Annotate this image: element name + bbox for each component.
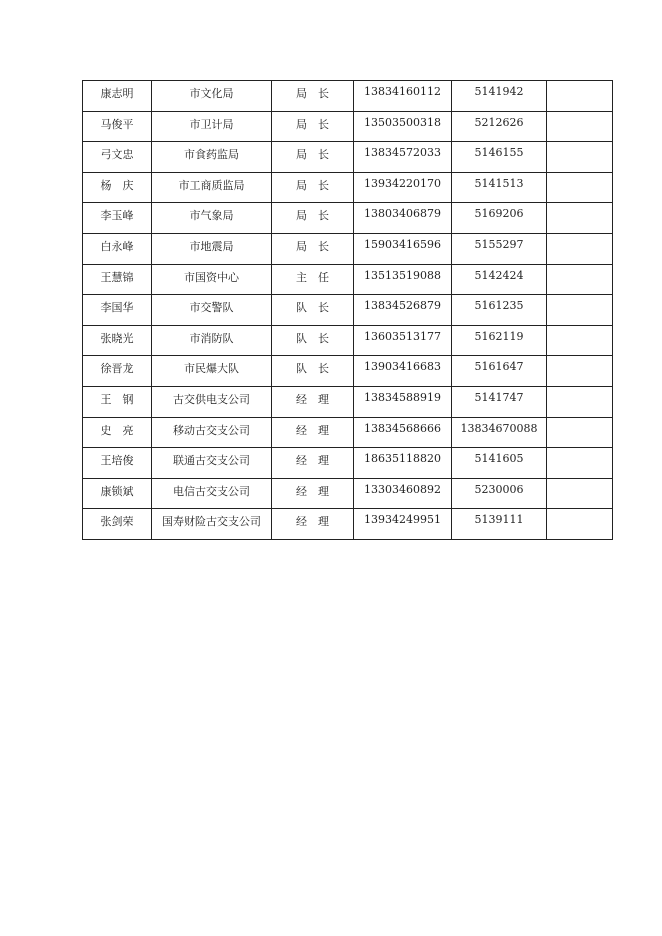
job-title-cell: 局 长 (272, 142, 354, 173)
job-title-cell: 局 长 (272, 111, 354, 142)
office-phone-cell: 5161235 (452, 295, 547, 326)
office-phone-cell: 5141513 (452, 172, 547, 203)
person-name-cell: 弓文忠 (83, 142, 152, 173)
table-row (83, 325, 613, 356)
extra-cell (547, 386, 613, 417)
unit-cell: 市民爆大队 (152, 356, 272, 387)
unit-cell: 市卫计局 (152, 111, 272, 142)
extra-cell (547, 81, 613, 112)
unit-cell: 国寿财险古交支公司 (152, 509, 272, 540)
table-row (83, 172, 613, 203)
job-title-cell: 队 长 (272, 325, 354, 356)
office-phone-cell: 5141747 (452, 386, 547, 417)
table-row (83, 417, 613, 448)
person-name-cell: 马俊平 (83, 111, 152, 142)
job-title-cell: 局 长 (272, 172, 354, 203)
office-phone-cell: 5155297 (452, 233, 547, 264)
unit-cell: 市工商质监局 (152, 172, 272, 203)
office-phone-cell: 5141605 (452, 448, 547, 479)
unit-cell: 市交警队 (152, 295, 272, 326)
job-title-cell: 经 理 (272, 448, 354, 479)
extra-cell (547, 172, 613, 203)
unit-cell: 电信古交支公司 (152, 478, 272, 509)
person-name-cell: 王培俊 (83, 448, 152, 479)
table-row (83, 142, 613, 173)
unit-cell: 市文化局 (152, 81, 272, 112)
unit-cell: 移动古交支公司 (152, 417, 272, 448)
person-name-cell: 康志明 (83, 81, 152, 112)
office-phone-cell: 5161647 (452, 356, 547, 387)
mobile-phone-cell: 13803406879 (354, 203, 452, 234)
person-name-cell: 李国华 (83, 295, 152, 326)
office-phone-cell: 5141942 (452, 81, 547, 112)
mobile-phone-cell: 13834526879 (354, 295, 452, 326)
office-phone-cell: 5212626 (452, 111, 547, 142)
mobile-phone-cell: 13903416683 (354, 356, 452, 387)
table-row (83, 111, 613, 142)
mobile-phone-cell: 13934249951 (354, 509, 452, 540)
unit-cell: 市地震局 (152, 233, 272, 264)
person-name-cell: 李玉峰 (83, 203, 152, 234)
person-name-cell: 康锁斌 (83, 478, 152, 509)
contact-table (82, 80, 613, 540)
extra-cell (547, 417, 613, 448)
mobile-phone-cell: 13834572033 (354, 142, 452, 173)
table-row (83, 478, 613, 509)
table-row (83, 509, 613, 540)
job-title-cell: 经 理 (272, 417, 354, 448)
job-title-cell: 局 长 (272, 203, 354, 234)
extra-cell (547, 295, 613, 326)
office-phone-cell: 5146155 (452, 142, 547, 173)
mobile-phone-cell: 13834160112 (354, 81, 452, 112)
person-name-cell: 白永峰 (83, 233, 152, 264)
extra-cell (547, 356, 613, 387)
contact-table-body (83, 81, 613, 540)
extra-cell (547, 203, 613, 234)
person-name-cell: 杨 庆 (83, 172, 152, 203)
unit-cell: 市国资中心 (152, 264, 272, 295)
mobile-phone-cell: 13934220170 (354, 172, 452, 203)
unit-cell: 联通古交支公司 (152, 448, 272, 479)
extra-cell (547, 264, 613, 295)
mobile-phone-cell: 18635118820 (354, 448, 452, 479)
extra-cell (547, 142, 613, 173)
mobile-phone-cell: 13513519088 (354, 264, 452, 295)
job-title-cell: 主 任 (272, 264, 354, 295)
table-row (83, 386, 613, 417)
unit-cell: 古交供电支公司 (152, 386, 272, 417)
table-row (83, 81, 613, 112)
person-name-cell: 张晓光 (83, 325, 152, 356)
mobile-phone-cell: 13503500318 (354, 111, 452, 142)
person-name-cell: 王 钢 (83, 386, 152, 417)
table-row (83, 203, 613, 234)
table-row (83, 264, 613, 295)
office-phone-cell: 5142424 (452, 264, 547, 295)
table-row (83, 356, 613, 387)
office-phone-cell: 5230006 (452, 478, 547, 509)
mobile-phone-cell: 13834568666 (354, 417, 452, 448)
table-row (83, 233, 613, 264)
mobile-phone-cell: 13834588919 (354, 386, 452, 417)
extra-cell (547, 448, 613, 479)
table-row (83, 295, 613, 326)
unit-cell: 市消防队 (152, 325, 272, 356)
person-name-cell: 史 亮 (83, 417, 152, 448)
job-title-cell: 队 长 (272, 295, 354, 326)
office-phone-cell: 13834670088 (452, 417, 547, 448)
mobile-phone-cell: 13603513177 (354, 325, 452, 356)
extra-cell (547, 509, 613, 540)
person-name-cell: 张剑荣 (83, 509, 152, 540)
job-title-cell: 局 长 (272, 81, 354, 112)
job-title-cell: 经 理 (272, 509, 354, 540)
mobile-phone-cell: 15903416596 (354, 233, 452, 264)
office-phone-cell: 5139111 (452, 509, 547, 540)
job-title-cell: 队 长 (272, 356, 354, 387)
job-title-cell: 经 理 (272, 478, 354, 509)
office-phone-cell: 5162119 (452, 325, 547, 356)
extra-cell (547, 325, 613, 356)
person-name-cell: 王慧锦 (83, 264, 152, 295)
unit-cell: 市食药监局 (152, 142, 272, 173)
table-row (83, 448, 613, 479)
unit-cell: 市气象局 (152, 203, 272, 234)
mobile-phone-cell: 13303460892 (354, 478, 452, 509)
extra-cell (547, 233, 613, 264)
job-title-cell: 局 长 (272, 233, 354, 264)
person-name-cell: 徐晋龙 (83, 356, 152, 387)
extra-cell (547, 478, 613, 509)
office-phone-cell: 5169206 (452, 203, 547, 234)
extra-cell (547, 111, 613, 142)
job-title-cell: 经 理 (272, 386, 354, 417)
